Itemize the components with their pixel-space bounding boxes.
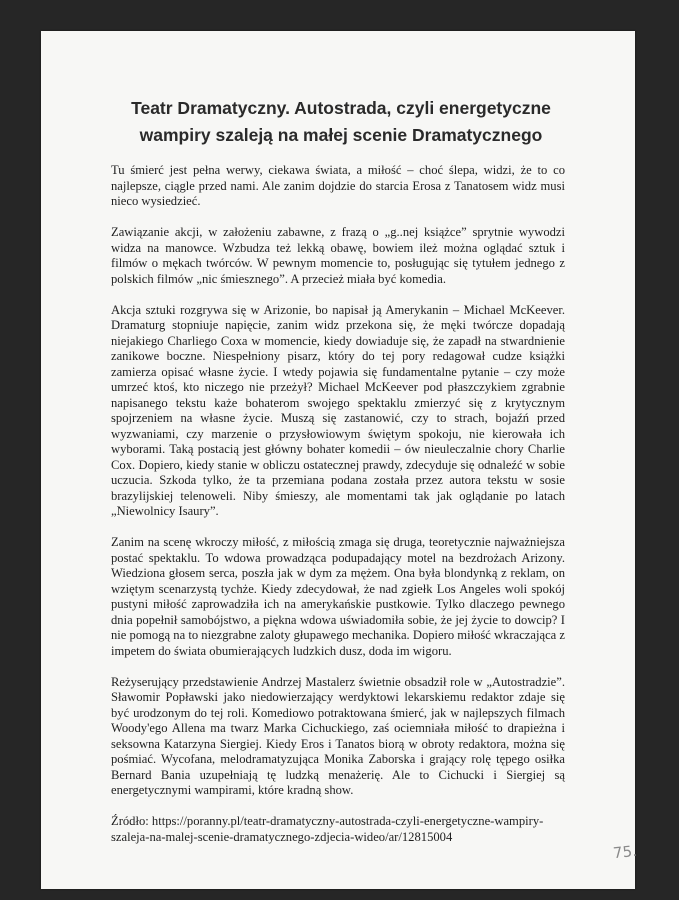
document-page xyxy=(41,31,638,889)
source-citation: Źródło: https://poranny.pl/teatr-dramatyczny-autostrada-czyli-energetyczne-wampiry-szaleja-na-malej-scenie-dramatycznego-zdjecia-wideo/ar/12815004 xyxy=(111,814,544,844)
paragraph-4: Zanim na scenę wkroczy miłość, z miłością zmaga się druga, teoretycznie najważniejsza postać spektaklu. To wdowa prowadząca podupadający motel na bezdrożach Arizony. Wiedziona głosem serca, poszła jak w dym za mężem. Ona była blondynką z reklam, on wziętym scenarzystą tychże. Kiedy zdecydował, że nad zgiełk Los Angeles woli spokój pustyni miłość zaprowadziła ich na amerykańskie pustkowie. Tylko dlaczego pewnego dnia popełnił samobójstwo, a piękna wdowa uświadomiła sobie, że jej życie to dowcip? I nie pomogą na to niezgrabne zaloty głupawego mechanika. Dopiero miłość wkraczająca z impetem do świata obumierających ludzkich dusz, doda im wigoru. xyxy=(111,535,565,658)
paragraph-5: Reżyserujący przedstawienie Andrzej Mastalerz świetnie obsadził role w „Autostradzie”. Sławomir Popławski jako niedowierzający werdyktowi lekarskiemu redaktor zdaje się być urodzonym do tej roli. Komediowo potraktowana śmierć, jak w najlepszych filmach Woody'ego Allena ma twarz Marka Cichuckiego, zaś ociemniała miłość to drapieżna i seksowna Katarzyna Siergiej. Kiedy Eros i Tanatos biorą w obroty redaktora, można się pośmiać. Wycofana, melodramatyzująca Monika Zaborska i grający rolę tępego osiłka Bernard Bania uzupełniają tę ludzką menażerię. Ale to Cichucki i Siergiej są energetycznymi wampirami, które kradną show. xyxy=(111,674,565,797)
article-title: Teatr Dramatyczny. Autostrada, czyli energetyczne wampiry szaleją na małej scenie Dramatycznego xyxy=(131,98,551,145)
handwritten-page-number: 75. xyxy=(612,841,638,863)
paragraph-3: Akcja sztuki rozgrywa się w Arizonie, bo napisał ją Amerykanin – Michael McKeever. Dramaturg stopniuje napięcie, zanim widz przekona się, że męki twórcze dopadają niejakiego Charliego Coxa w momencie, kiedy dowiaduje się, że zapadł na stwardnienie zanikowe boczne. Niespełniony pisarz, który do tej pory redagował cudze książki zamierza opisać własne życie. I wtedy pojawia się fundamentalne pytanie – czy może umrzeć ktoś, kto niczego nie przeżył? Michael McKeever pod płaszczykiem zgrabnie napisanego tekstu każe bohaterom swojego spektaklu zmierzyć się z krytycznym spojrzeniem na własne życie. Muszą się zastanowić, czy to strach, bojaźń przed wyzwaniami, czy marzenie o przysłowiowym świętym spokoju, nie kierowała ich wyborami. Taką postacią jest główny bohater komedii – ów nieuleczalnie chory Charlie Cox. Dopiero, kiedy stanie w obliczu ostatecznej prawdy, zdecyduje się odnaleźć w sobie uczucia. Szkoda tylko, że ta przemiana podana została przez autora tekstu w sosie brazylijskiej telenoweli. Niby śmieszy, ale momentami tak jak oglądanie po latach „Niewolnicy Isaury”. xyxy=(111,302,565,518)
article-body xyxy=(111,163,565,861)
paragraph-1: Tu śmierć jest pełna werwy, ciekawa świata, a miłość – choć ślepa, widzi, że to co najlepsze, ciągle przed nami. Ale zanim dojdzie do starcia Erosa z Tanatosem widz musi nieco wysiedzieć. xyxy=(111,163,565,208)
paragraph-2: Zawiązanie akcji, w założeniu zabawne, z frazą o „g..nej książce” sprytnie wywodzi widza na manowce. Wzbudza też lekką obawę, bowiem ileż można oglądać sztuk i filmów o mękach twórców. W pewnym momencie to, posługując się tytułem jednego z polskich filmów „nic śmiesznego”. A przecież miała być komedia. xyxy=(111,225,565,286)
